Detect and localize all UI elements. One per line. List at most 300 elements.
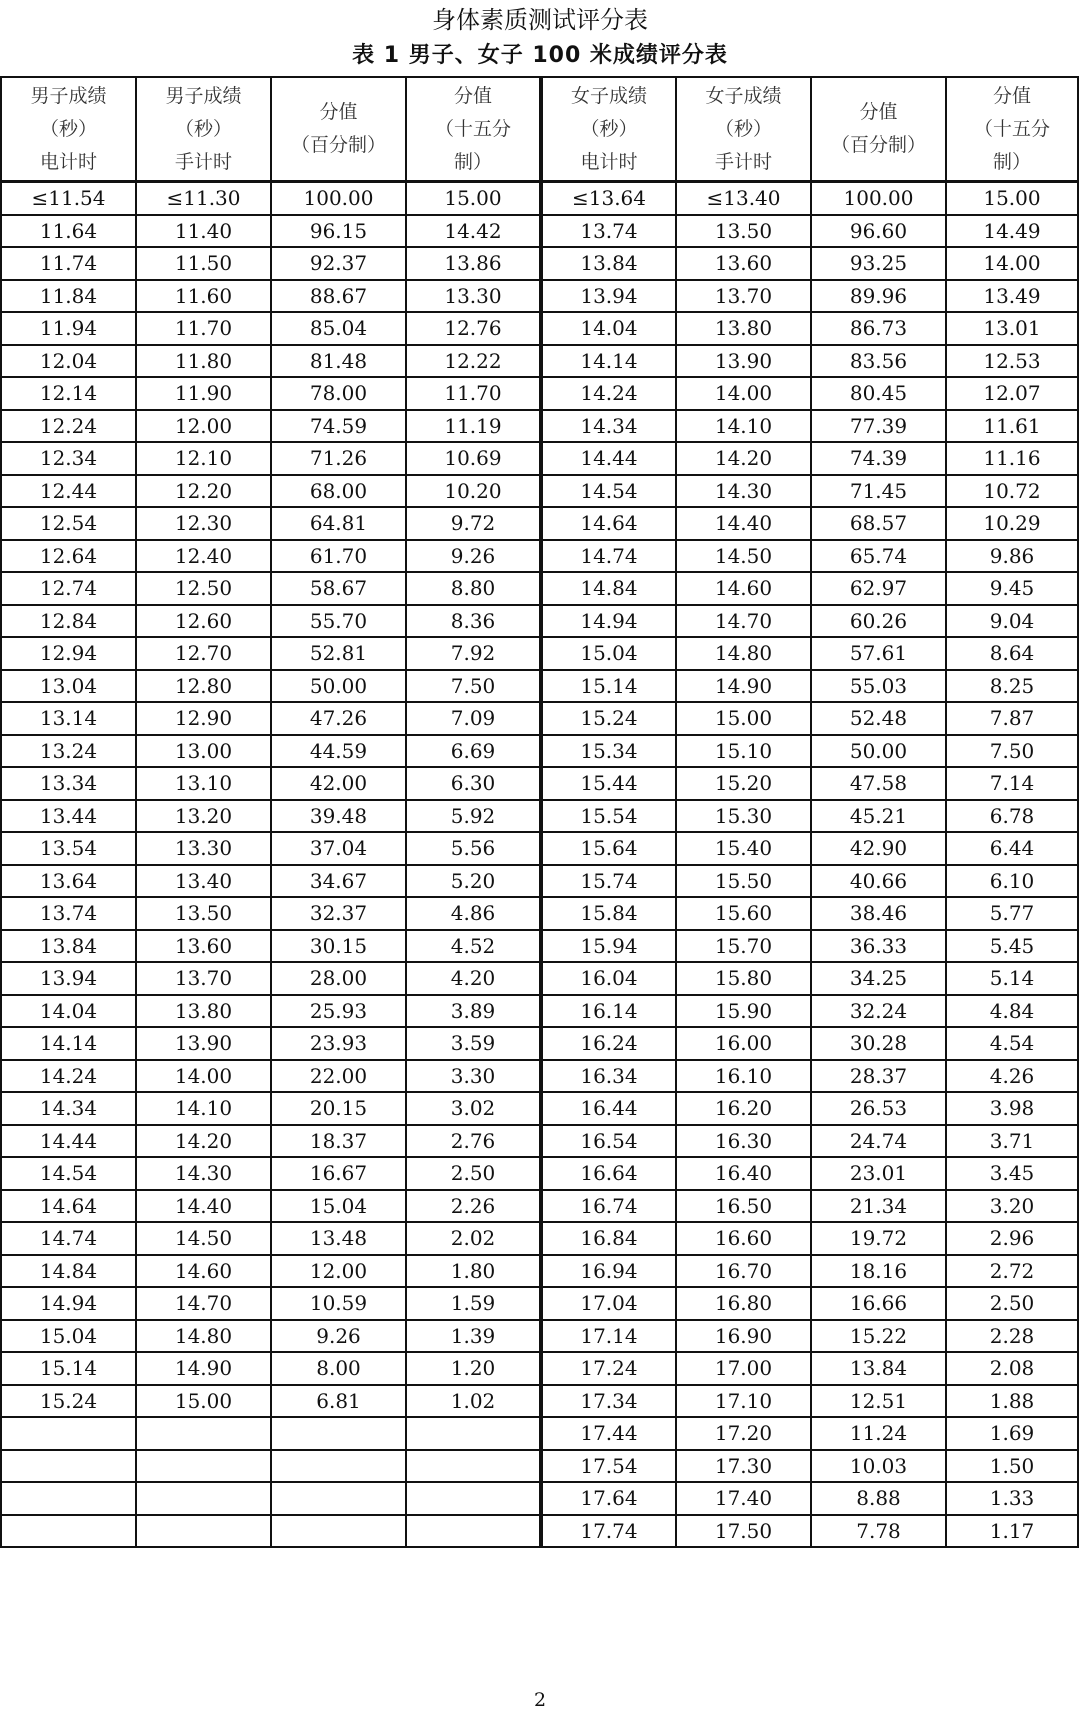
table-cell: 15.24 [1,1385,136,1418]
column-header-line: 制） [453,150,492,173]
table-cell: 15.60 [676,897,811,930]
table-cell: 6.10 [946,865,1078,898]
table-cell: 86.73 [811,312,946,345]
table-cell: 2.02 [406,1222,541,1255]
table-cell: 17.10 [676,1385,811,1418]
table-cell: 15.50 [676,865,811,898]
table-row [1,1385,1078,1418]
table-row [1,1060,1078,1093]
table-cell: 100.00 [811,182,946,215]
table-cell: 16.24 [541,1027,676,1060]
table-cell [406,1450,541,1483]
table-cell: 12.70 [136,637,271,670]
table-cell: 16.54 [541,1125,676,1158]
table-cell: 13.54 [1,832,136,865]
table-cell: 3.98 [946,1092,1078,1125]
table-cell: 12.20 [136,475,271,508]
table-cell: 4.84 [946,995,1078,1028]
table-cell: 12.94 [1,637,136,670]
table-cell: 13.74 [1,897,136,930]
column-header-line: （秒） [714,117,772,140]
table-cell: 62.97 [811,572,946,605]
table-cell: 13.34 [1,767,136,800]
table-cell: 15.00 [946,182,1078,215]
table-cell: 15.40 [676,832,811,865]
table-cell: 13.60 [136,930,271,963]
table-row [1,182,1078,215]
table-cell: 15.34 [541,735,676,768]
page-number: 2 [533,1689,547,1711]
table-cell: 16.94 [541,1255,676,1288]
table-row [1,865,1078,898]
table-cell: 47.26 [271,702,406,735]
table-cell: 14.74 [541,540,676,573]
table-cell: 14.54 [1,1157,136,1190]
table-cell: 7.50 [946,735,1078,768]
table-cell: 83.56 [811,345,946,378]
table-cell: 17.24 [541,1352,676,1385]
column-header [676,77,811,182]
table-cell: 1.39 [406,1320,541,1353]
table-cell: 71.26 [271,442,406,475]
table-cell: 12.90 [136,702,271,735]
table-cell: 1.88 [946,1385,1078,1418]
table-cell: 16.00 [676,1027,811,1060]
column-header-line: 制） [992,150,1031,173]
table-cell: 11.40 [136,215,271,248]
table-cell: 13.86 [406,247,541,280]
table-cell: 89.96 [811,280,946,313]
table-cell: 14.44 [541,442,676,475]
table-cell: 14.00 [676,377,811,410]
table-cell: 16.64 [541,1157,676,1190]
column-header [811,77,946,182]
table-row [1,735,1078,768]
score-table [0,76,1079,1548]
table-cell: 21.34 [811,1190,946,1223]
table-cell: 16.34 [541,1060,676,1093]
column-header-line: 男子成绩 [30,84,107,107]
table-cell: 3.30 [406,1060,541,1093]
table-cell: 13.70 [136,962,271,995]
table-cell: 18.16 [811,1255,946,1288]
table-cell: 8.00 [271,1352,406,1385]
table-cell: 38.46 [811,897,946,930]
table-cell: 15.30 [676,800,811,833]
table-cell: 3.02 [406,1092,541,1125]
table-cell: 80.45 [811,377,946,410]
table-cell: 4.86 [406,897,541,930]
table-cell: 16.80 [676,1287,811,1320]
table-cell: 16.84 [541,1222,676,1255]
table-cell: 11.64 [1,215,136,248]
table-cell: 61.70 [271,540,406,573]
table-cell: 45.21 [811,800,946,833]
table-cell: 1.20 [406,1352,541,1385]
table-cell: 20.15 [271,1092,406,1125]
table-cell: 1.02 [406,1385,541,1418]
table-cell: 14.50 [136,1222,271,1255]
table-body [1,182,1078,1548]
table-cell: 9.86 [946,540,1078,573]
table-row [1,442,1078,475]
table-cell: 3.59 [406,1027,541,1060]
table-cell: 5.45 [946,930,1078,963]
table-cell: 14.70 [136,1287,271,1320]
table-cell: 9.72 [406,507,541,540]
table-row [1,1320,1078,1353]
table-cell: 14.80 [136,1320,271,1353]
table-cell: 11.74 [1,247,136,280]
table-cell: 17.50 [676,1515,811,1548]
table-cell: 2.26 [406,1190,541,1223]
table-cell: 16.40 [676,1157,811,1190]
table-cell: 65.74 [811,540,946,573]
table-cell: 12.54 [1,507,136,540]
table-row [1,930,1078,963]
table-row [1,1027,1078,1060]
table-cell: 14.30 [136,1157,271,1190]
table-cell: 74.39 [811,442,946,475]
table-cell: 8.80 [406,572,541,605]
table-cell: 16.50 [676,1190,811,1223]
table-cell: 96.60 [811,215,946,248]
table-cell: 16.90 [676,1320,811,1353]
table-cell: 15.80 [676,962,811,995]
table-cell: 16.67 [271,1157,406,1190]
table-cell [1,1482,136,1515]
table-cell: 16.14 [541,995,676,1028]
table-cell: 5.77 [946,897,1078,930]
table-cell: 68.57 [811,507,946,540]
table-cell: 14.50 [676,540,811,573]
table-cell: 16.70 [676,1255,811,1288]
table-row [1,1157,1078,1190]
table-cell: 16.60 [676,1222,811,1255]
table-cell: 3.71 [946,1125,1078,1158]
table-cell: 14.74 [1,1222,136,1255]
table-cell: 14.24 [541,377,676,410]
column-header-line: 分值 [319,101,358,123]
table-cell: 26.53 [811,1092,946,1125]
table-cell: 17.74 [541,1515,676,1548]
table-row [1,1255,1078,1288]
table-cell: 12.76 [406,312,541,345]
column-header-line: 男子成绩 [165,84,242,107]
table-cell: 1.33 [946,1482,1078,1515]
table-cell: 77.39 [811,410,946,443]
table-cell: 7.87 [946,702,1078,735]
table-cell: 57.61 [811,637,946,670]
table-row [1,410,1078,443]
table-cell: 14.44 [1,1125,136,1158]
table-cell: ≤11.30 [136,182,271,215]
table-cell: 2.72 [946,1255,1078,1288]
table-cell: 42.90 [811,832,946,865]
table-cell: 11.24 [811,1417,946,1450]
table-cell: 2.08 [946,1352,1078,1385]
table-cell: 1.50 [946,1450,1078,1483]
table-cell: 17.44 [541,1417,676,1450]
table-cell: 13.49 [946,280,1078,313]
table-cell: 13.30 [406,280,541,313]
table-cell: 71.45 [811,475,946,508]
table-cell: 12.51 [811,1385,946,1418]
table-cell: 85.04 [271,312,406,345]
table-cell: 81.48 [271,345,406,378]
table-cell: 13.70 [676,280,811,313]
table-cell: 13.24 [1,735,136,768]
table-cell: 12.40 [136,540,271,573]
table-cell: 9.45 [946,572,1078,605]
table-row [1,637,1078,670]
table-row [1,507,1078,540]
table-cell: 12.53 [946,345,1078,378]
table-cell: 4.20 [406,962,541,995]
table-cell: 2.50 [946,1287,1078,1320]
table-cell: 15.00 [676,702,811,735]
table-cell: 13.64 [1,865,136,898]
column-header-line: （百分制） [290,134,386,156]
page-title: 身体素质测试评分表 [432,6,648,34]
table-row [1,832,1078,865]
table-cell: 25.93 [271,995,406,1028]
table-cell: 9.26 [271,1320,406,1353]
table-cell: 74.59 [271,410,406,443]
column-header-line: （百分制） [830,134,926,156]
table-cell: 6.44 [946,832,1078,865]
table-cell: 11.70 [136,312,271,345]
table-cell: 10.59 [271,1287,406,1320]
table-cell: 13.84 [541,247,676,280]
table-row [1,1417,1078,1450]
table-row [1,312,1078,345]
table-cell: 13.00 [136,735,271,768]
table-cell: 11.94 [1,312,136,345]
table-cell: 12.60 [136,605,271,638]
table-cell: 13.50 [136,897,271,930]
table-cell: 92.37 [271,247,406,280]
column-header-line: 分值 [992,84,1031,107]
table-cell: 2.76 [406,1125,541,1158]
table-cell: 13.30 [136,832,271,865]
table-cell: 13.50 [676,215,811,248]
table-cell: 44.59 [271,735,406,768]
table-row [1,800,1078,833]
table-cell: 24.74 [811,1125,946,1158]
table-cell: 15.14 [541,670,676,703]
table-cell: 14.60 [136,1255,271,1288]
table-row [1,540,1078,573]
table-cell: 17.20 [676,1417,811,1450]
table-row [1,247,1078,280]
table-cell: 11.80 [136,345,271,378]
table-cell: 16.66 [811,1287,946,1320]
table-cell: 12.74 [1,572,136,605]
table-cell: 10.29 [946,507,1078,540]
table-cell: 32.37 [271,897,406,930]
table-cell: 14.14 [541,345,676,378]
table-cell: 12.84 [1,605,136,638]
table-cell: 50.00 [811,735,946,768]
table-cell: 14.00 [946,247,1078,280]
table-cell: 68.00 [271,475,406,508]
table-cell: 52.81 [271,637,406,670]
table-cell: 14.14 [1,1027,136,1060]
table-cell: 7.78 [811,1515,946,1548]
table-cell: 13.20 [136,800,271,833]
table-row [1,1352,1078,1385]
table-cell: 28.00 [271,962,406,995]
table-cell: 8.88 [811,1482,946,1515]
table-row [1,1482,1078,1515]
table-cell: 100.00 [271,182,406,215]
table-cell: 11.84 [1,280,136,313]
column-header-line: 电计时 [39,150,97,173]
table-cell: 13.60 [676,247,811,280]
table-cell: ≤13.64 [541,182,676,215]
table-cell: 52.48 [811,702,946,735]
table-cell [271,1417,406,1450]
table-cell: 14.84 [1,1255,136,1288]
table-cell: 15.22 [811,1320,946,1353]
table-cell: 13.74 [541,215,676,248]
table-cell: 8.64 [946,637,1078,670]
table-cell: 12.44 [1,475,136,508]
table-cell: 15.04 [541,637,676,670]
table-cell: 39.48 [271,800,406,833]
table-cell [271,1450,406,1483]
column-header-line: （秒） [580,117,638,140]
table-row [1,215,1078,248]
table-cell: 5.92 [406,800,541,833]
table-cell: 4.26 [946,1060,1078,1093]
table-cell: 15.24 [541,702,676,735]
table-cell: 13.90 [676,345,811,378]
table-cell: 6.81 [271,1385,406,1418]
table-cell: 12.10 [136,442,271,475]
table-cell: 17.54 [541,1450,676,1483]
table-cell: 15.14 [1,1352,136,1385]
column-header-line: 手计时 [174,150,232,173]
table-cell: 17.00 [676,1352,811,1385]
table-cell: 15.94 [541,930,676,963]
table-cell: 9.04 [946,605,1078,638]
table-cell: 15.00 [406,182,541,215]
column-header-line: （十五分 [973,117,1050,140]
table-cell: 17.14 [541,1320,676,1353]
column-header-line: （秒） [39,117,97,140]
table-cell: 5.56 [406,832,541,865]
table-cell: 12.30 [136,507,271,540]
table-cell: 13.80 [676,312,811,345]
table-cell: 3.45 [946,1157,1078,1190]
table-row [1,767,1078,800]
column-header-line: （十五分 [434,117,511,140]
table-cell [271,1482,406,1515]
table-cell: 14.10 [136,1092,271,1125]
table-cell: 18.37 [271,1125,406,1158]
table-cell: 14.34 [541,410,676,443]
table-cell: 15.74 [541,865,676,898]
table-cell: 14.70 [676,605,811,638]
table-row [1,605,1078,638]
table-cell: 12.00 [136,410,271,443]
column-header-line: 电计时 [580,150,638,173]
table-cell: 15.04 [1,1320,136,1353]
table-cell: 11.70 [406,377,541,410]
table-cell: 2.28 [946,1320,1078,1353]
table-cell: 13.84 [1,930,136,963]
table-cell: 17.40 [676,1482,811,1515]
column-header [1,77,136,182]
table-cell: 3.20 [946,1190,1078,1223]
table-cell: 64.81 [271,507,406,540]
table-cell: 16.30 [676,1125,811,1158]
table-cell: 93.25 [811,247,946,280]
column-header-line: 手计时 [714,150,772,173]
table-caption: 表 1 男子、女子 100 米成绩评分表 [352,43,728,68]
table-cell: 34.25 [811,962,946,995]
table-cell: 23.93 [271,1027,406,1060]
table-row [1,1222,1078,1255]
table-cell: 12.04 [1,345,136,378]
table-cell: 15.44 [541,767,676,800]
table-cell: 6.30 [406,767,541,800]
table-cell: 11.16 [946,442,1078,475]
table-cell [1,1417,136,1450]
table-cell: 30.15 [271,930,406,963]
table-cell: 11.61 [946,410,1078,443]
table-cell: 17.64 [541,1482,676,1515]
column-header [271,77,406,182]
table-cell: 14.42 [406,215,541,248]
table-cell: 11.19 [406,410,541,443]
table-cell: 10.20 [406,475,541,508]
table-cell: 13.90 [136,1027,271,1060]
table-cell: 28.37 [811,1060,946,1093]
table-cell: 10.03 [811,1450,946,1483]
table-cell: 14.10 [676,410,811,443]
table-row [1,1287,1078,1320]
table-cell: 58.67 [271,572,406,605]
table-cell: 42.00 [271,767,406,800]
table-cell: 12.34 [1,442,136,475]
table-cell: 6.78 [946,800,1078,833]
table-row [1,995,1078,1028]
table-cell: 12.07 [946,377,1078,410]
table-cell: 14.84 [541,572,676,605]
table-row [1,280,1078,313]
table-cell: 15.90 [676,995,811,1028]
table-cell: 11.50 [136,247,271,280]
table-cell: ≤11.54 [1,182,136,215]
table-cell: 50.00 [271,670,406,703]
table-cell: 8.36 [406,605,541,638]
table-cell: 1.69 [946,1417,1078,1450]
column-header [406,77,541,182]
table-cell: 7.50 [406,670,541,703]
table-cell: 3.89 [406,995,541,1028]
table-cell: 78.00 [271,377,406,410]
table-cell: 14.24 [1,1060,136,1093]
table-cell: 15.70 [676,930,811,963]
table-cell: 14.20 [136,1125,271,1158]
table-cell [136,1450,271,1483]
table-cell [271,1515,406,1548]
table-cell: 30.28 [811,1027,946,1060]
table-cell: 17.04 [541,1287,676,1320]
